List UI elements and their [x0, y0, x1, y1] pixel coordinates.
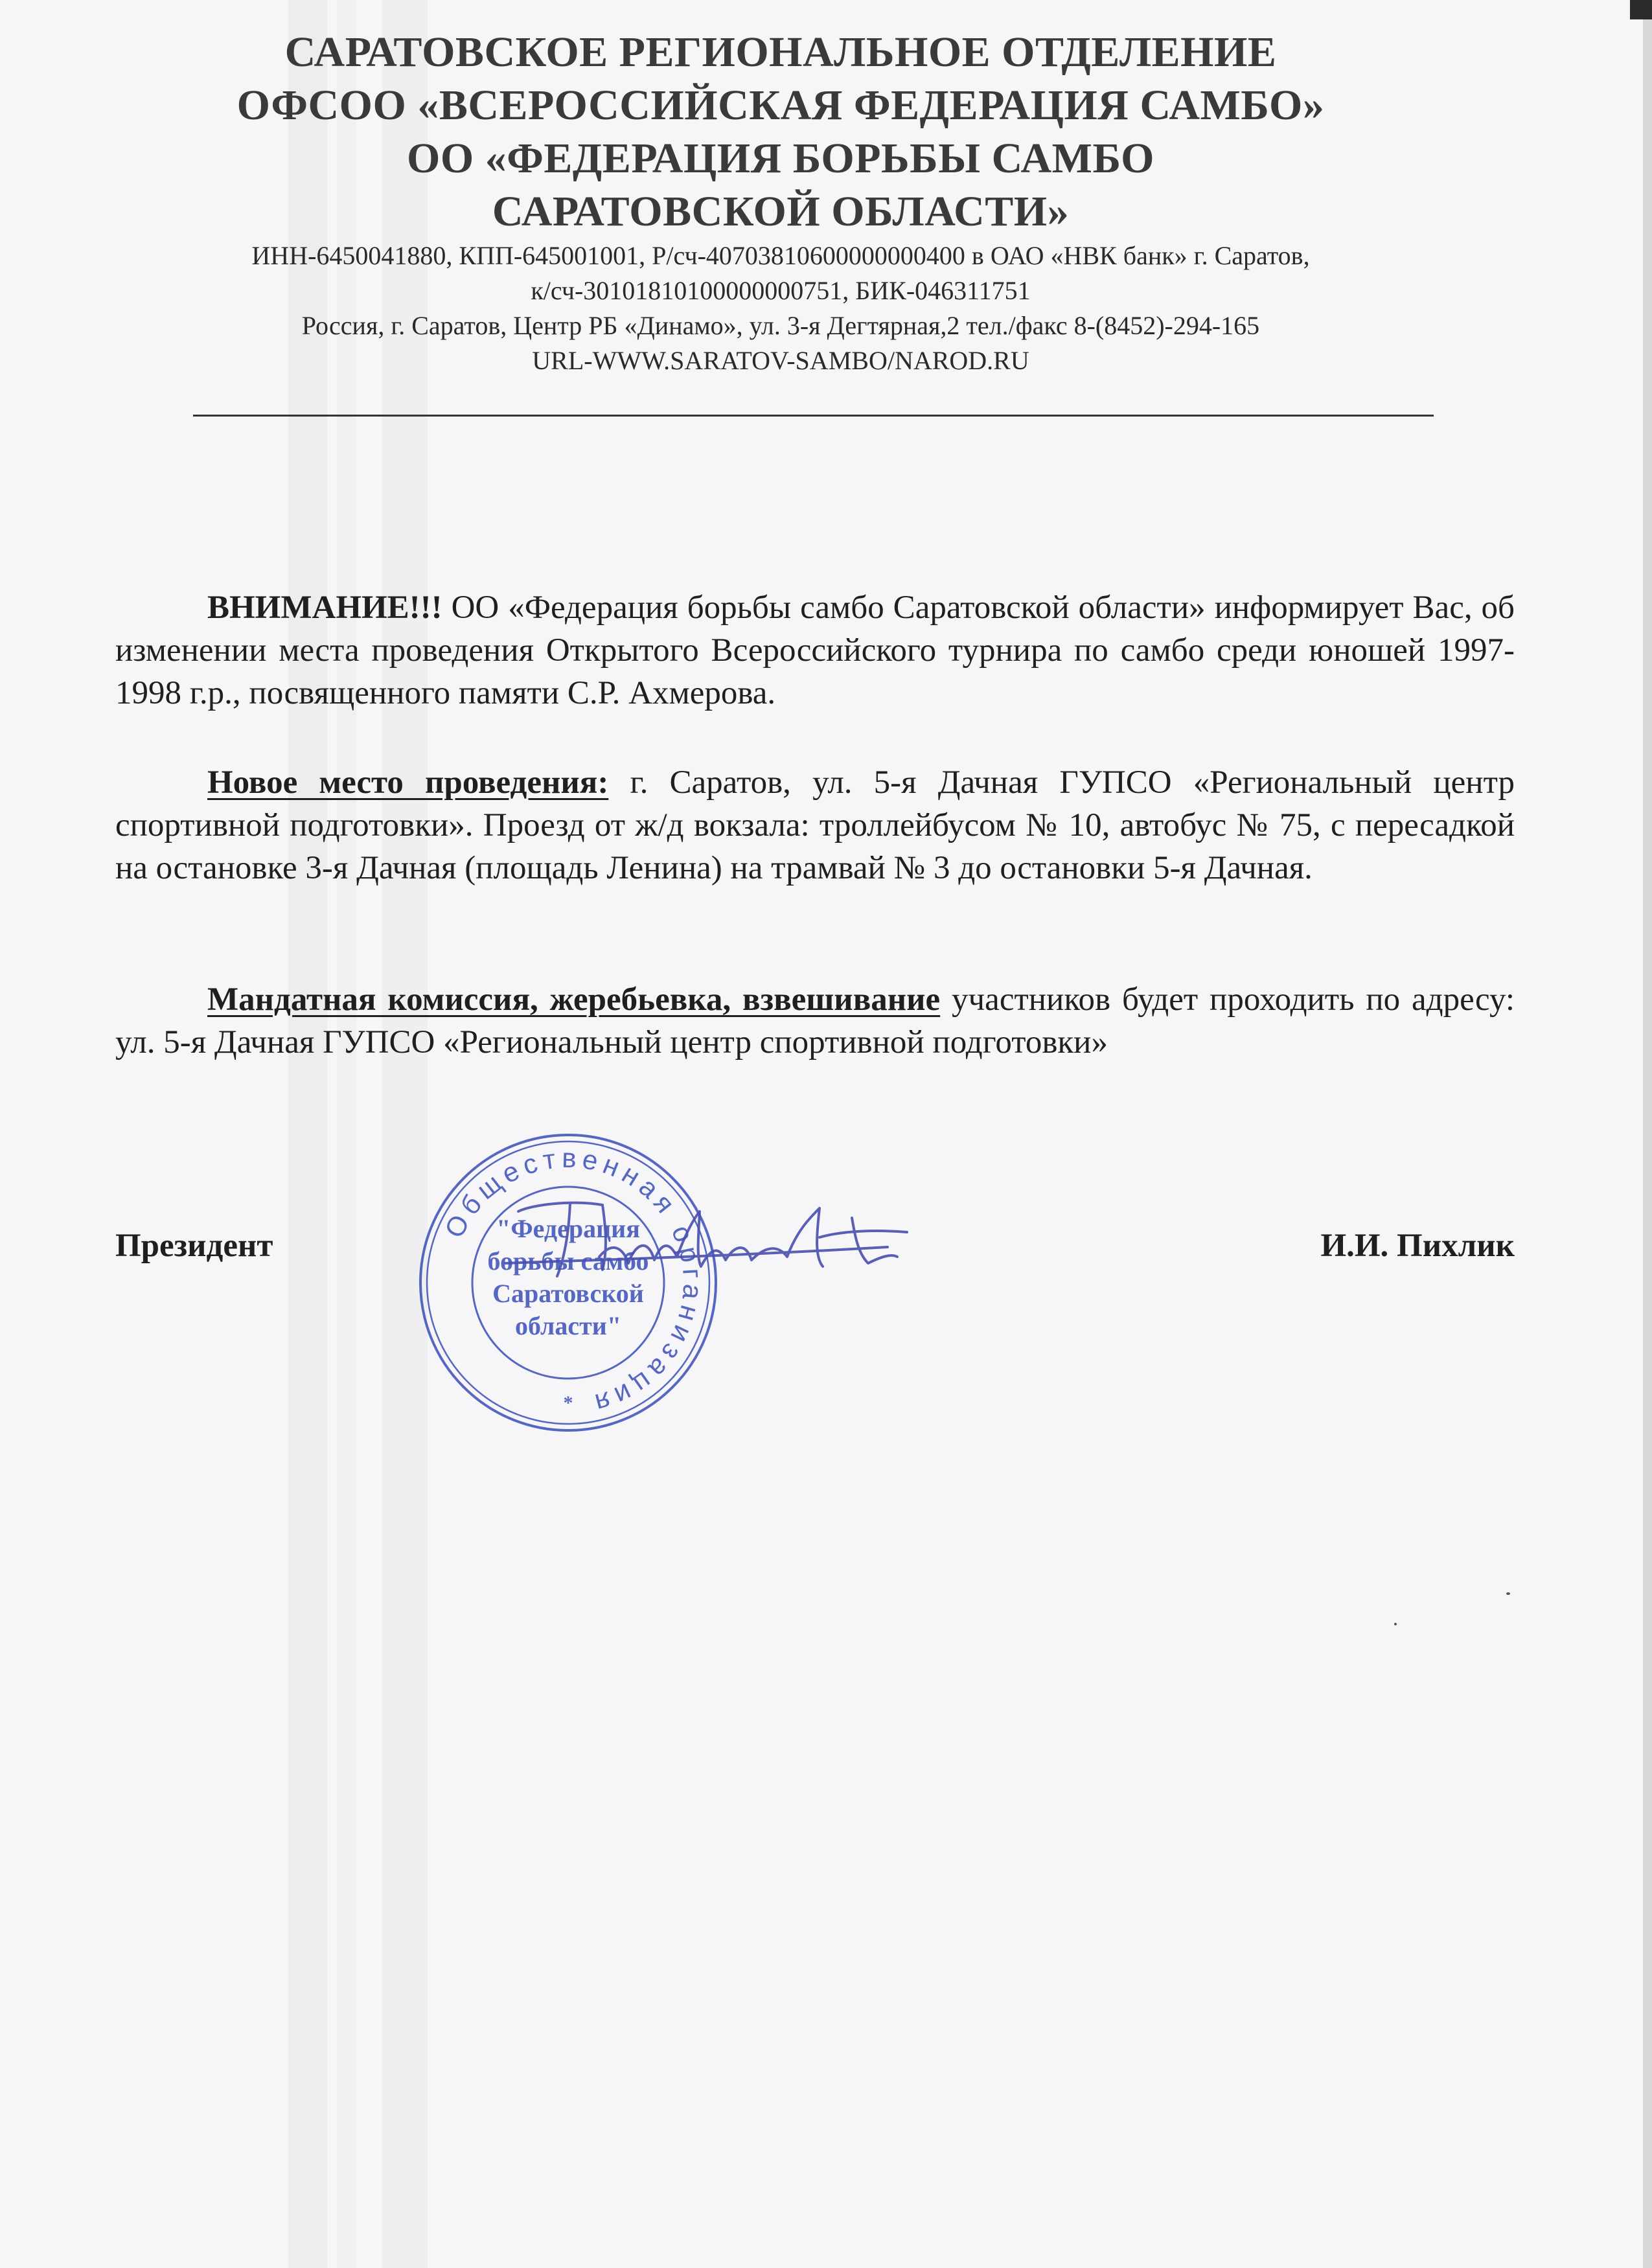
requisites-line: ИНН-6450041880, КПП-645001001, Р/сч-40703810600000000400 в ОАО «НВК банк» г. Саратов, — [251, 241, 1310, 270]
stamp-inner-line: области" — [514, 1311, 622, 1340]
venue-lead: Новое место проведения: — [207, 764, 609, 801]
org-name-line: ОО «ФЕДЕРАЦИЯ БОРЬБЫ САМБО — [407, 135, 1154, 182]
url-line: URL-WWW.SARATOV-SAMBO/NAROD.RU — [532, 346, 1029, 375]
scan-speck — [1394, 1623, 1397, 1625]
address-line: Россия, г. Саратов, Центр РБ «Динамо», ул. 3-я Дегтярная,2 тел./факс 8-(8452)-294-165 — [301, 311, 1260, 340]
letterhead — [117, 26, 1445, 378]
requisites-line: к/сч-30101810100000000751, БИК-046311751 — [531, 276, 1031, 305]
header-divider — [193, 415, 1434, 417]
paragraph-text: г. Саратов, ул. 5-я Дачная ГУПСО «Региональный центр спортивной подготовки». Проезд от ж/д вокзала: троллейбусом № 10, автобус № 75, с пересадкой на остановке 3-я Дачная (площадь Ленина) на трамвай № 3 до остановки 5-я Дачная. — [115, 764, 1515, 886]
stamp-star-icon: * — [563, 1392, 573, 1414]
stamp-inner-line: "Федерация — [496, 1214, 640, 1243]
venue-paragraph — [115, 761, 1515, 889]
signatory-name: И.И. Пихлик — [1320, 1228, 1515, 1264]
scan-corner — [1630, 0, 1652, 19]
weighing-lead: Мандатная комиссия, жеребьевка, взвешивание — [207, 981, 941, 1018]
notice-paragraph — [115, 586, 1515, 715]
stamp-outer-text: Общественная организация — [438, 1142, 709, 1421]
signatory-title: Президент — [115, 1228, 273, 1264]
scan-speck — [1506, 1592, 1510, 1595]
attention-lead: ВНИМАНИЕ!!! — [207, 590, 442, 626]
paragraph-text: ОО «Федерация борьбы самбо Саратовской области» информирует Вас, об изменении места проведения Открытого Всероссийского турнира по самбо среди юношей 1997-1998 г.р., посвященного памяти С.Р. Ахмерова. — [115, 590, 1515, 711]
stamp-inner-line: борьбы самбо — [487, 1246, 649, 1276]
weighing-paragraph — [115, 978, 1515, 1064]
handwritten-signature — [492, 1192, 920, 1296]
page-edge — [1643, 0, 1652, 2268]
org-name-line: ОФСОО «ВСЕРОССИЙСКАЯ ФЕДЕРАЦИЯ САМБО» — [236, 82, 1325, 129]
paragraph-text: участников будет проходить по адресу: ул. 5-я Дачная ГУПСО «Региональный центр спортивной подготовки» — [115, 981, 1515, 1060]
stamp-inner-line: Саратовской — [492, 1279, 644, 1308]
org-name-line: САРАТОВСКОЕ РЕГИОНАЛЬНОЕ ОТДЕЛЕНИЕ — [284, 29, 1277, 76]
org-name-line: САРАТОВСКОЙ ОБЛАСТИ» — [492, 188, 1070, 235]
